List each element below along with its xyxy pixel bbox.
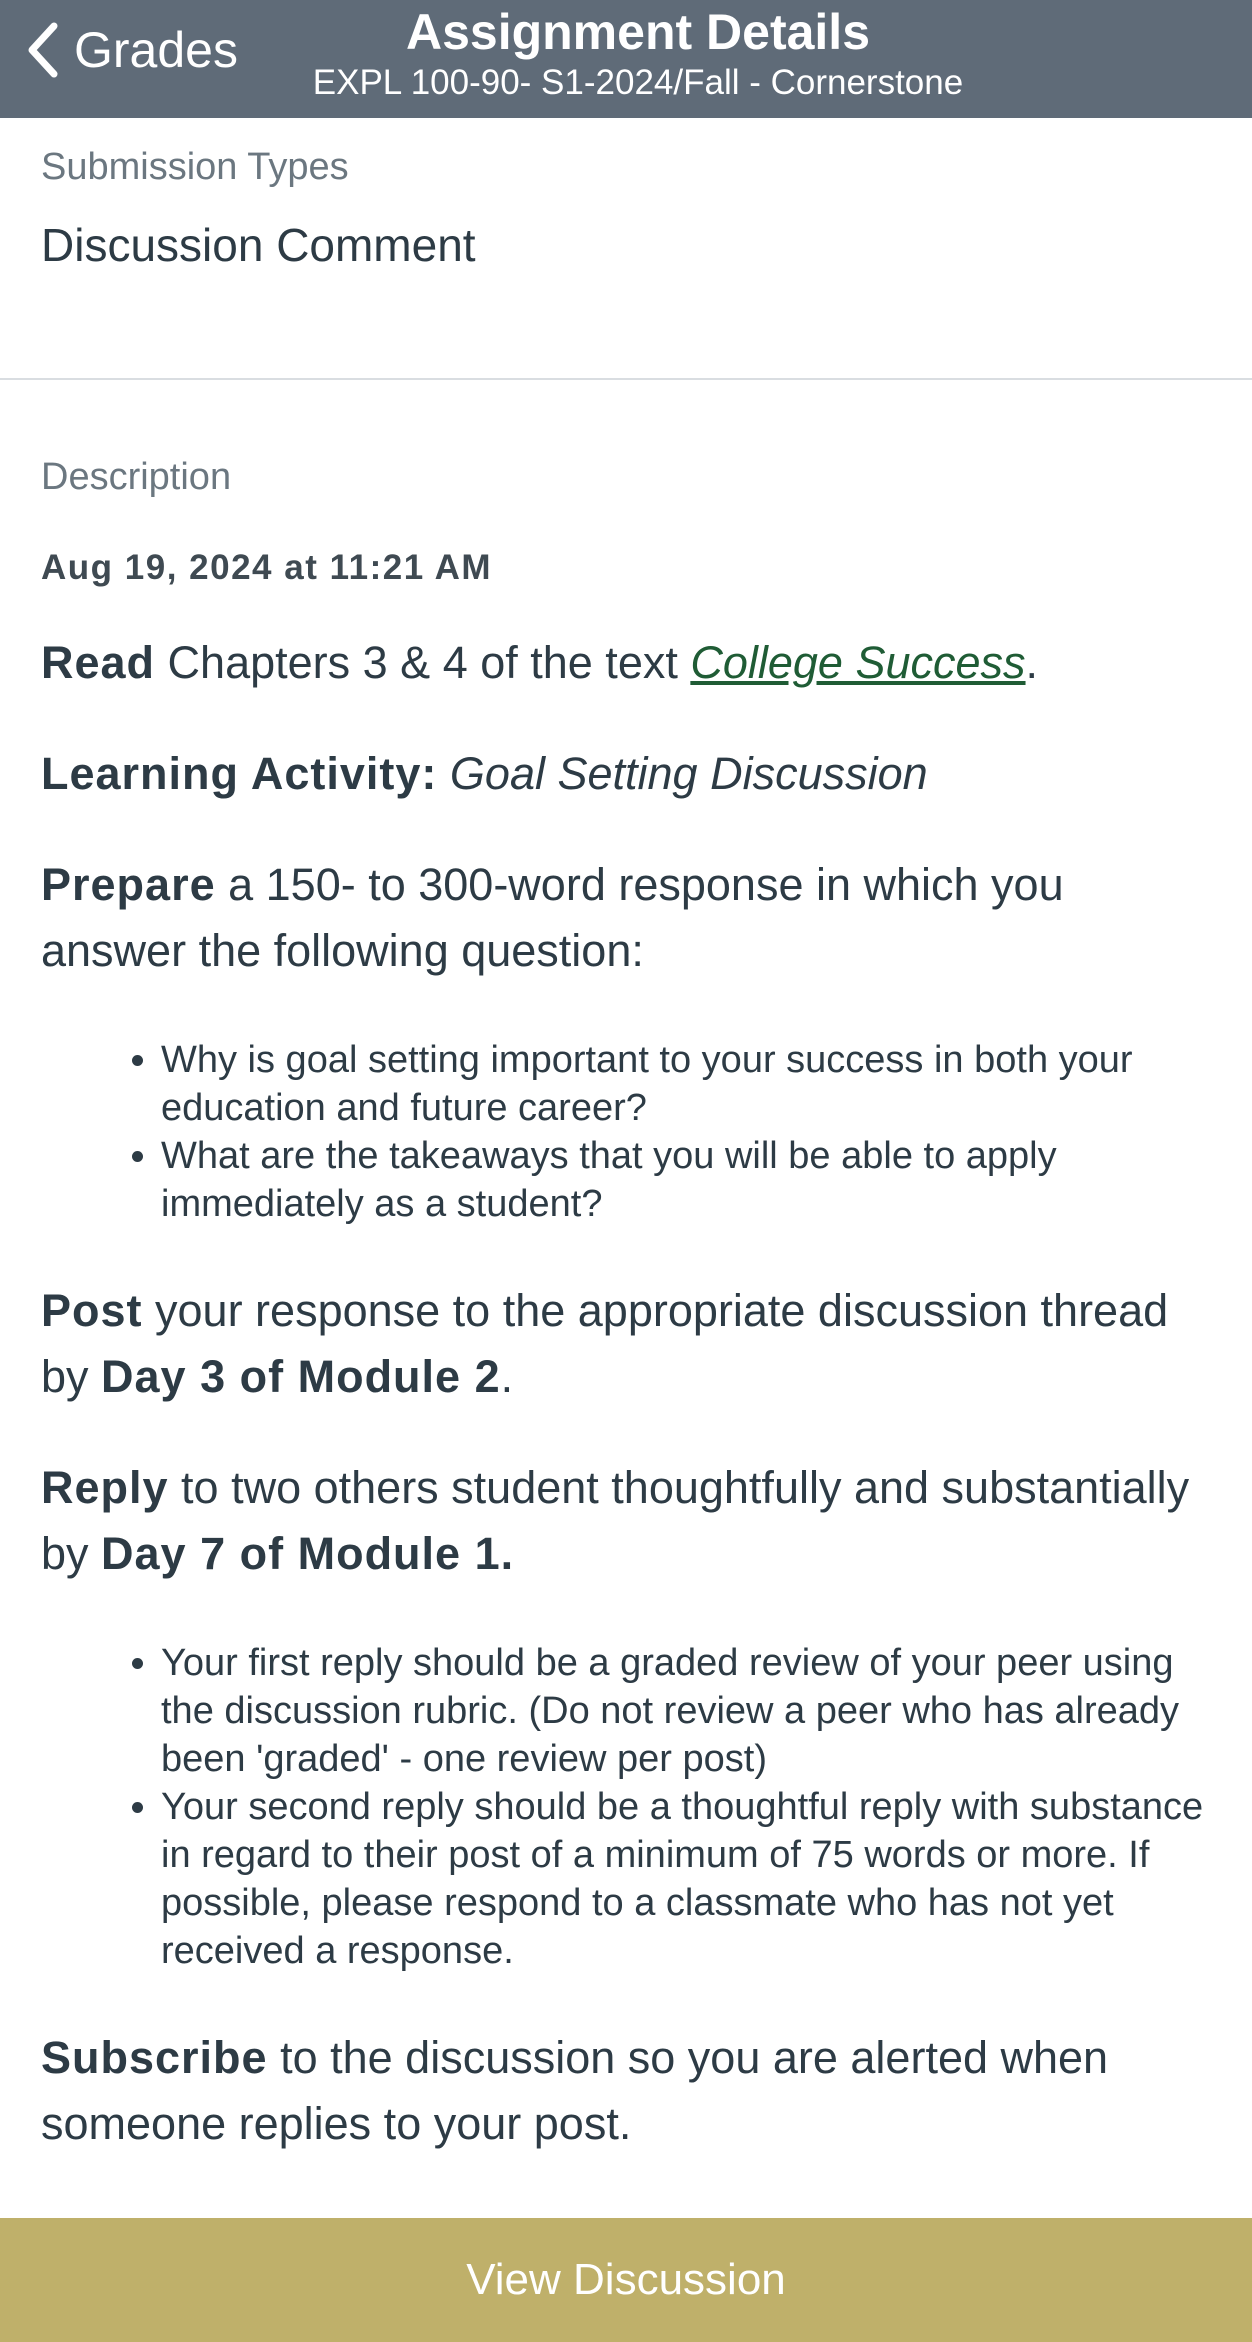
activity-title: Goal Setting Discussion — [449, 748, 928, 799]
subscribe-text: to the discussion so you are alerted when someone replies to your post. — [41, 2032, 1109, 2149]
view-discussion-button[interactable]: View Discussion — [0, 2218, 1252, 2342]
post-paragraph — [41, 1278, 1221, 1410]
list-item: • Your second reply should be a thoughtful reply with substance in regard to their post of a minimum of 75 words or more. If possible, please respond to a classmate who has not yet received a response. — [161, 1783, 1221, 1975]
submission-types-value: Discussion Comment — [41, 219, 476, 271]
reply-list — [41, 1639, 1221, 1975]
read-bold: Read — [41, 637, 156, 688]
title-group — [290, 2, 986, 104]
description-label: Description — [41, 456, 232, 498]
read-end: . — [1025, 637, 1039, 688]
post-text: your response to the appropriate discussion thread by — [41, 1285, 1169, 1402]
reply-deadline: Day 7 of Module 1. — [101, 1528, 515, 1579]
description-section — [41, 452, 1221, 2157]
page-title: Assignment Details — [405, 4, 870, 60]
subscribe-bold: Subscribe — [41, 2032, 268, 2083]
list-item: • Your first reply should be a graded review of your peer using the discussion rubric. (Do not review a peer who has already been 'graded' - one review per post) — [161, 1639, 1221, 1783]
back-button[interactable] — [24, 14, 238, 86]
subscribe-paragraph — [41, 2025, 1221, 2157]
prepare-text: a 150- to 300-word response in which you answer the following question: — [41, 859, 1064, 976]
post-end: . — [500, 1351, 514, 1402]
college-success-link[interactable]: College Success — [690, 637, 1026, 688]
navigation-bar — [0, 0, 1252, 118]
post-deadline: Day 3 of Module 2 — [101, 1351, 501, 1402]
prepare-paragraph — [41, 852, 1221, 984]
question-list — [41, 1036, 1221, 1228]
submission-types-label: Submission Types — [41, 146, 349, 188]
post-bold: Post — [41, 1285, 143, 1336]
read-text: Chapters 3 & 4 of the text — [155, 637, 691, 688]
reply-bold: Reply — [41, 1462, 169, 1513]
reply-text: to two others student thoughtfully and substantially by — [41, 1462, 1190, 1579]
reply-paragraph — [41, 1455, 1221, 1587]
course-subtitle: EXPL 100-90- S1-2024/Fall - Cornerstone — [312, 63, 964, 102]
back-label: Grades — [74, 22, 238, 78]
submission-types-section — [0, 118, 1252, 380]
activity-bold: Learning Activity: — [41, 748, 438, 799]
chevron-left-icon — [24, 20, 60, 80]
activity-paragraph — [41, 741, 1221, 807]
list-item: • What are the takeaways that you will be able to apply immediately as a student? — [161, 1132, 1221, 1228]
description-date: Aug 19, 2024 at 11:21 AM — [41, 548, 493, 587]
prepare-bold: Prepare — [41, 859, 216, 910]
read-paragraph — [41, 630, 1221, 696]
list-item: • Why is goal setting important to your success in both your education and future career? — [161, 1036, 1221, 1132]
